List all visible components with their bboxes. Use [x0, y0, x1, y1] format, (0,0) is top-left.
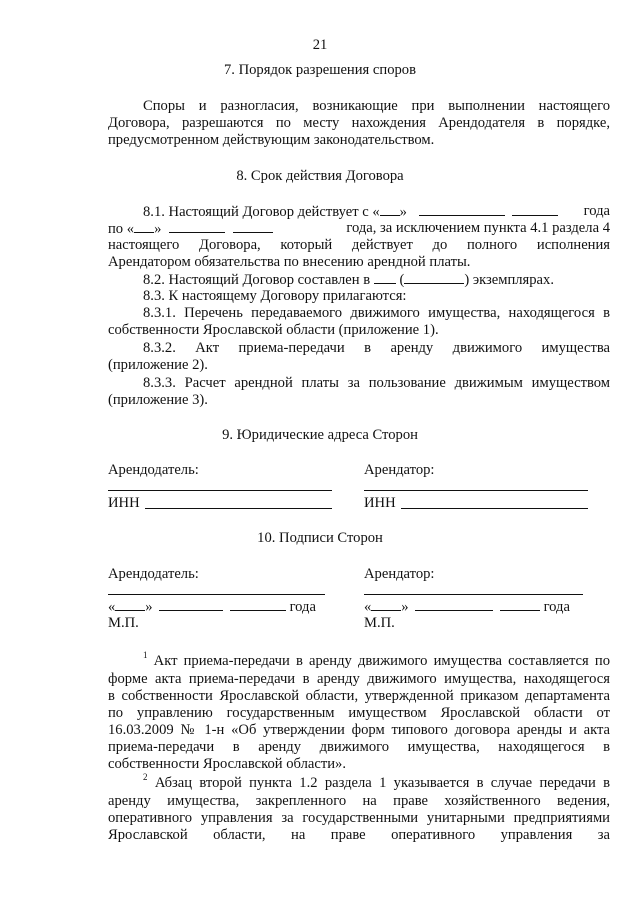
paren-open: ( — [399, 272, 405, 288]
tenant-stamp: М.П. — [364, 615, 395, 631]
year-blank — [230, 598, 286, 611]
footnote-1-line: форме акта приема-передачи в аренду движимого имущества, находящегося — [108, 671, 610, 687]
clause-8-3-1-line: собственности Ярославской области (приложение 1). — [108, 322, 439, 338]
tenant-label: Арендатор: — [364, 462, 435, 478]
footnote-2-text: Абзац второй пункта 1.2 раздела 1 указывается в случае передачи в — [154, 775, 610, 791]
section-7-text-line: предусмотренном действующим законодательством. — [108, 132, 435, 148]
section-10-heading: 10. Подписи Сторон — [257, 530, 383, 546]
tenant-address-line — [364, 490, 588, 491]
month-blank — [419, 203, 505, 216]
clause-8-1-text: по « — [108, 221, 135, 237]
clause-8-1-line: настоящего Договора, который действует до полного исполнения — [108, 237, 610, 253]
footnote-1-line: в собственности Ярославской области, утвержденной приказом департамента — [108, 688, 610, 704]
year-blank — [512, 203, 558, 216]
footnote-1-line — [143, 650, 610, 671]
day-blank — [371, 598, 401, 611]
tenant-date-line — [364, 598, 570, 617]
month-blank — [169, 220, 225, 233]
tenant-inn-label: ИНН — [364, 495, 396, 511]
clause-8-3-3-line: (приложение 3). — [108, 392, 208, 408]
footnote-1-mark: 1 — [143, 650, 148, 660]
footnote-2-mark: 2 — [143, 772, 148, 782]
footnote-1-line: 16.03.2009 № 1-н «Об утверждении форм типового договора аренды и акта — [108, 722, 610, 738]
day-blank — [115, 598, 145, 611]
landlord-label: Арендодатель: — [108, 462, 199, 478]
footnote-2-line — [143, 772, 610, 793]
clause-8-3-3-line: 8.3.3. Расчет арендной платы за пользование движимым имуществом — [143, 375, 610, 391]
copies-number-blank — [374, 271, 396, 284]
clause-8-3-2-line: 8.3.2. Акт приема-передачи в аренду движимого имущества — [143, 340, 610, 356]
clause-8-1-text: 8.1. Настоящий Договор действует с « — [143, 204, 380, 220]
footnote-1-text: Акт приема-передачи в аренду движимого имущества составляется по — [153, 653, 610, 669]
landlord-stamp: М.П. — [108, 615, 139, 631]
clause-8-2-line — [143, 271, 554, 290]
clause-8-3-2-line: (приложение 2). — [108, 357, 208, 373]
section-7-heading: 7. Порядок разрешения споров — [224, 62, 416, 78]
quote-close: » — [154, 221, 162, 237]
clause-8-1-line: Арендатором обязательства по внесению арендной платы. — [108, 254, 471, 270]
day-blank — [380, 203, 400, 216]
quote-close: » — [401, 599, 409, 615]
landlord-inn-line — [145, 508, 332, 509]
quote-open: « — [108, 599, 116, 615]
section-7-text-line: Споры и разногласия, возникающие при выполнении настоящего — [143, 98, 610, 114]
landlord-inn-label: ИНН — [108, 495, 140, 511]
year-blank — [500, 598, 540, 611]
clause-8-1-line — [143, 203, 610, 222]
tenant-signature-label: Арендатор: — [364, 566, 435, 582]
tenant-inn-line — [401, 508, 588, 509]
clause-8-2-text: ) экземплярах. — [464, 272, 554, 288]
clause-8-3-1-line: 8.3.1. Перечень передаваемого движимого имущества, находящегося в — [143, 305, 610, 321]
quote-close: » — [145, 599, 153, 615]
quote-close: » — [399, 204, 407, 220]
year-label: года — [289, 599, 316, 615]
landlord-signature-line — [108, 594, 325, 595]
section-7-text-line: Договора, разрешаются по месту нахождения Арендодателя в порядке, — [108, 115, 610, 131]
page-number: 21 — [312, 37, 328, 53]
footnote-1-line: приема-передачи в аренду движимого имущества, находящегося в — [108, 739, 610, 755]
footnote-1-line: собственности Ярославской области». — [108, 756, 346, 772]
year-label: года — [583, 203, 610, 219]
day-blank — [134, 220, 154, 233]
clause-8-1-line — [108, 220, 610, 239]
month-blank — [159, 598, 223, 611]
year-label: года — [543, 599, 570, 615]
tenant-signature-line — [364, 594, 583, 595]
landlord-address-line — [108, 490, 332, 491]
quote-open: « — [364, 599, 372, 615]
clause-8-2-text: 8.2. Настоящий Договор составлен в — [143, 272, 371, 288]
landlord-date-line — [108, 598, 316, 617]
footnote-1-line: по управлению государственным имуществом Ярославской области от — [108, 705, 610, 721]
month-blank — [415, 598, 493, 611]
copies-words-blank — [404, 271, 464, 284]
section-9-heading: 9. Юридические адреса Сторон — [222, 427, 418, 443]
landlord-signature-label: Арендодатель: — [108, 566, 199, 582]
footnote-2-line: оперативного управления за государственными унитарными предприятиями — [108, 810, 610, 826]
footnote-2-line: Ярославской области, на праве оперативного управления за — [108, 827, 610, 843]
section-8-heading: 8. Срок действия Договора — [236, 168, 404, 184]
clause-8-1-text: года, за исключением пункта 4.1 раздела 4 — [346, 220, 610, 236]
clause-8-3: 8.3. К настоящему Договору прилагаются: — [143, 288, 407, 304]
year-blank — [233, 220, 273, 233]
footnote-2-line: аренду имущества, закрепленного на праве хозяйственного ведения, — [108, 793, 610, 809]
